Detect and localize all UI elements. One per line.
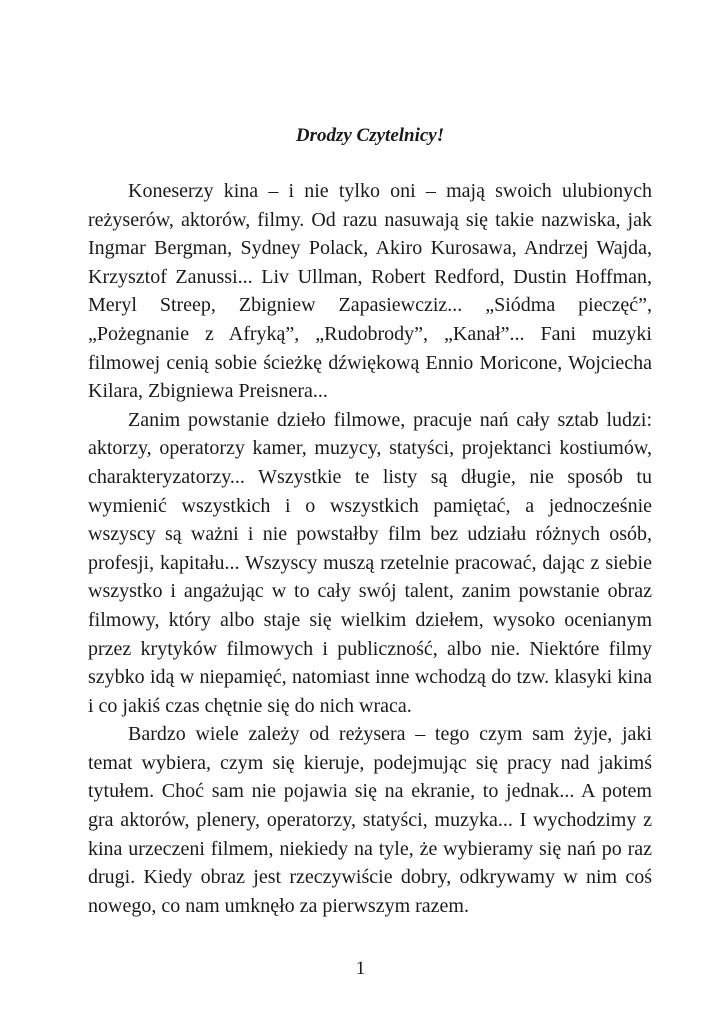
- paragraph-2: Zanim powstanie dzieło filmowe, pracuje nań cały sztab ludzi: aktorzy, operatorzy kamer, muzycy, statyści, projektanci kostiumów, charakteryzatorzy... Wszystkie te listy są długie, nie sposób tu wymienić wszystkich i o wszystkich pamiętać, a jednocześnie wszyscy są ważni i nie powstałby film bez udziału różnych osób, profesji, kapitału... Wszyscy muszą rzetelnie pracować, dając z siebie wszystko i angażując w to cały swój talent, zanim powstanie obraz filmowy, który albo staje się wielkim dziełem, wysoko ocenianym przez krytyków filmowych i publiczność, albo nie. Niektóre filmy szybko idą w niepamięć, natomiast inne wchodzą do tzw. klasyki kina i co jakiś czas chętnie się do nich wraca.: [88, 408, 652, 717]
- page-body: [88, 122, 652, 920]
- page-heading: Drodzy Czytelnicy!: [295, 125, 445, 146]
- page-number: 1: [355, 958, 366, 979]
- paragraph-3: Bardzo wiele zależy od reżysera – tego czym sam żyje, jaki temat wybiera, czym się kieruje, podejmując się pracy nad jakimś tytułem. Choć sam nie pojawia się na ekranie, to jednak... A potem gra aktorów, plenery, operatorzy, statyści, muzyka... I wychodzimy z kina urzeczeni filmem, niekiedy na tyle, że wybieramy się nań po raz drugi. Kiedy obraz jest rzeczywiście dobry, odkrywamy w nim coś nowego, co nam umknęło za pierwszym razem.: [88, 723, 652, 917]
- paragraph-1: Koneserzy kina – i nie tylko oni – mają swoich ulubionych reżyserów, aktorów, filmy. Od razu nasuwają się takie nazwiska, jak Ingmar Bergman, Sydney Polack, Akiro Kurosawa, Andrzej Wajda, Krzysztof Zanussi... Liv Ullman, Robert Redford, Dustin Hoffman, Meryl Streep, Zbigniew Zapasiewcziz... „Siódma pieczęć”, „Pożegnanie z Afryką”, „Rudobrody”, „Kanał”... Fani muzyki filmowej cenią sobie ścieżkę dźwiękową Ennio Moricone, Wojciecha Kilara, Zbigniewa Preisnera...: [88, 180, 652, 403]
